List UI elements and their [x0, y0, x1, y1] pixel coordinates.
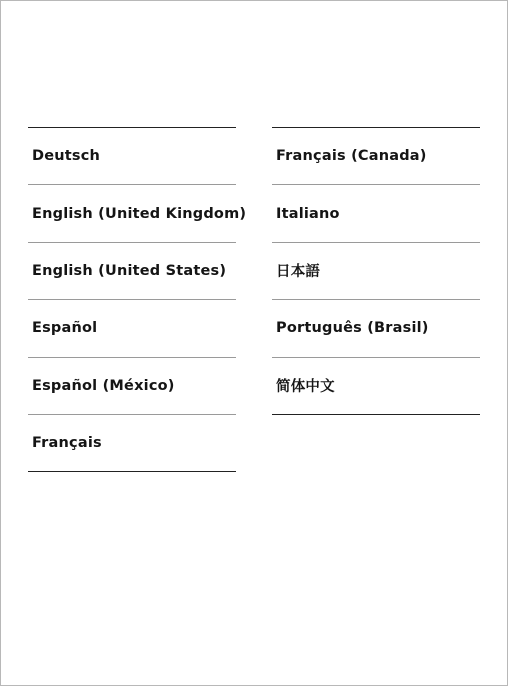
language-option-francais[interactable] — [28, 415, 236, 472]
language-option-label: 简体中文 — [276, 379, 335, 396]
language-option-label: 日本語 — [276, 264, 321, 281]
language-option-francais-canada[interactable] — [272, 128, 480, 185]
language-list-right-column — [272, 127, 480, 415]
language-option-portugues-brasil[interactable] — [272, 300, 480, 357]
language-option-espanol-mexico[interactable] — [28, 358, 236, 415]
language-option-label: Français — [32, 435, 102, 452]
language-list-left-column — [28, 127, 247, 472]
language-option-english-united-states[interactable] — [28, 243, 236, 300]
language-option-english-united-kingdom[interactable] — [28, 185, 247, 242]
language-option-label: Español (México) — [32, 377, 175, 394]
language-option-deutsch[interactable] — [28, 128, 236, 185]
language-option-label: Italiano — [276, 205, 340, 222]
language-option-espanol[interactable] — [28, 300, 236, 357]
language-option-italiano[interactable] — [272, 185, 480, 242]
language-option-label: English (United Kingdom) — [32, 205, 247, 222]
language-option-label: Français (Canada) — [276, 148, 427, 165]
language-option-label: Deutsch — [32, 148, 101, 165]
language-option-japanese[interactable] — [272, 243, 480, 300]
language-option-label: English (United States) — [32, 262, 227, 279]
language-option-label: Português (Brasil) — [276, 320, 429, 337]
language-option-label: Español — [32, 320, 98, 337]
language-option-simplified-chinese[interactable] — [272, 358, 480, 415]
